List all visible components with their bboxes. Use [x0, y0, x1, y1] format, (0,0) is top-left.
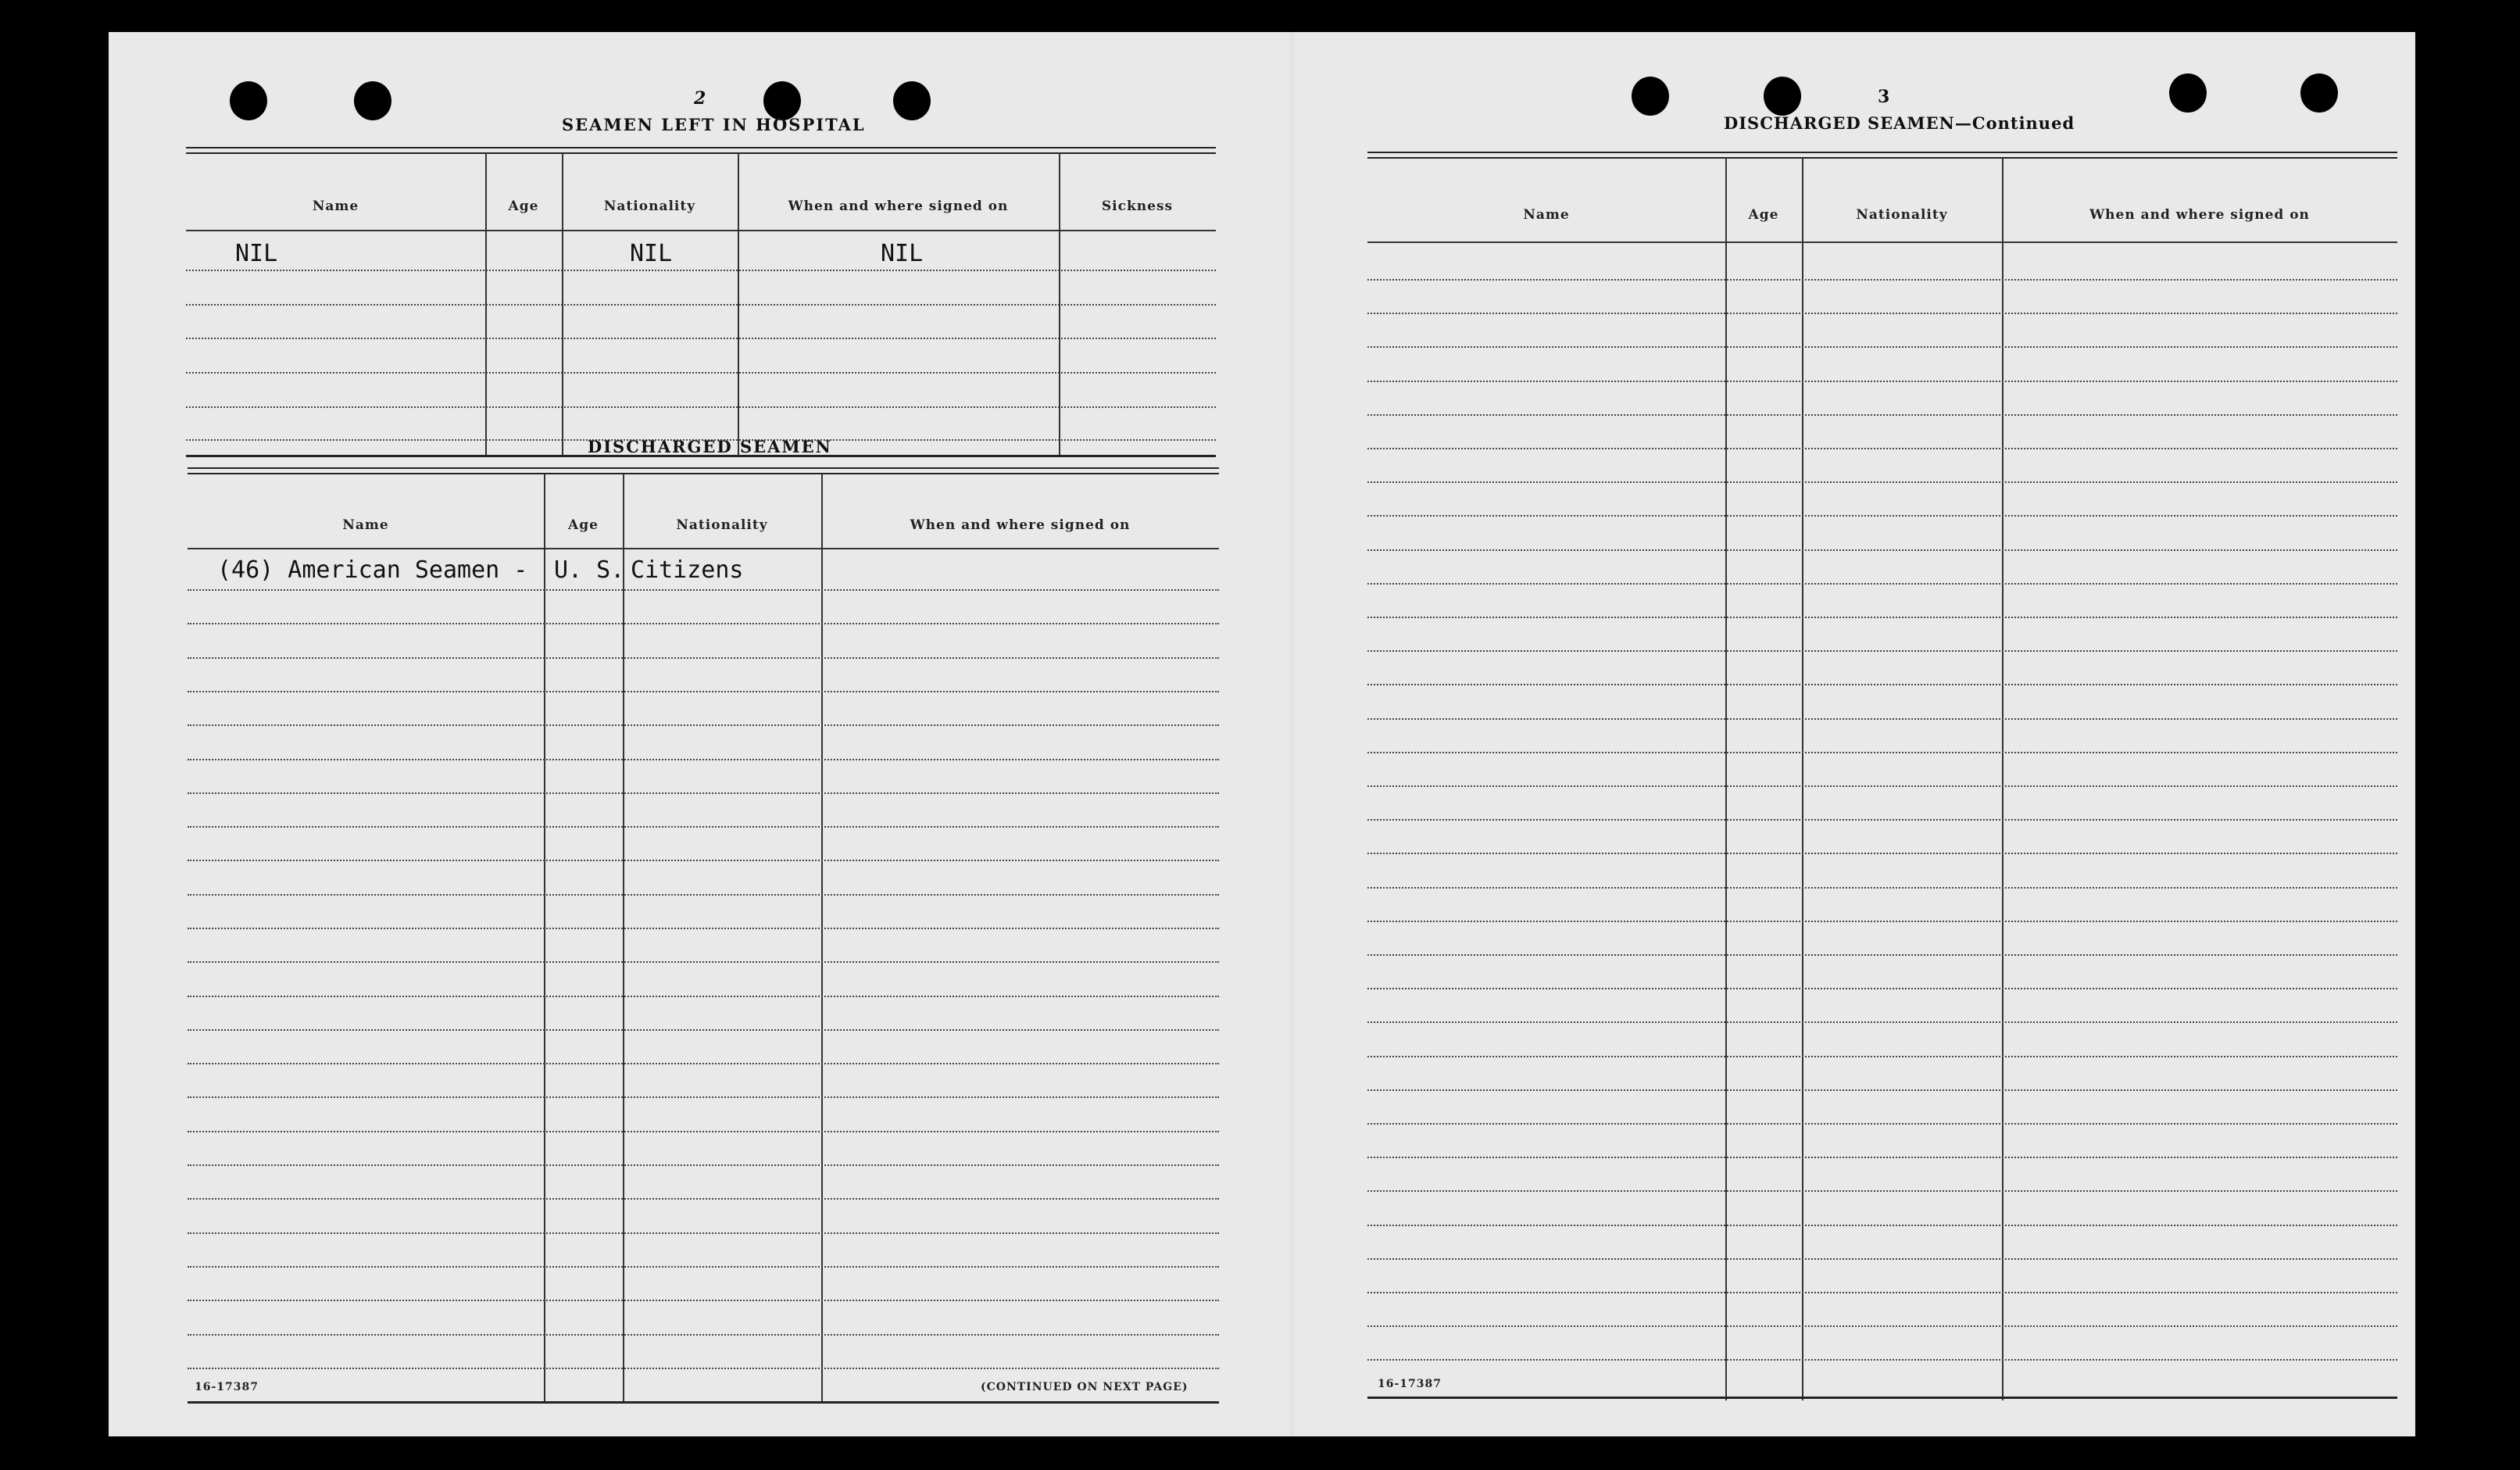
- table-row: [188, 589, 1219, 591]
- table-row: [1367, 346, 2397, 348]
- table-row: [1367, 785, 2397, 787]
- punch-hole: [1764, 77, 1801, 116]
- form-number: 16-17387: [1378, 1378, 1442, 1390]
- table-row: [1367, 313, 2397, 314]
- column-divider: [544, 474, 545, 1404]
- table-row: [1367, 1056, 2397, 1057]
- table-row: [1367, 1089, 2397, 1091]
- column-header-age: Age: [568, 517, 599, 533]
- punch-hole: [354, 81, 391, 120]
- header-rule: [186, 230, 1216, 231]
- punch-hole: [2169, 73, 2207, 113]
- table-row: [188, 792, 1219, 794]
- discharged-age-entry: U. S.: [554, 556, 625, 584]
- table-row: [188, 1266, 1219, 1268]
- table-row: [188, 1198, 1219, 1200]
- punch-hole: [1632, 77, 1669, 116]
- column-divider: [1059, 153, 1060, 457]
- header-rule: [188, 548, 1219, 549]
- page-number: 2: [694, 88, 706, 109]
- table-row: [1367, 1325, 2397, 1327]
- table-row: [188, 1096, 1219, 1098]
- table-row: [1367, 921, 2397, 922]
- table-row: [188, 996, 1219, 997]
- discharged-section-title: DISCHARGED SEAMEN: [588, 437, 832, 456]
- table-row: [188, 1232, 1219, 1234]
- punch-hole: [2300, 73, 2338, 113]
- table-row: [1367, 1021, 2397, 1023]
- table-row: [1367, 481, 2397, 483]
- table-row: [1367, 414, 2397, 416]
- column-header-nationality: Nationality: [603, 199, 696, 214]
- table-row: [188, 961, 1219, 963]
- column-divider: [623, 474, 624, 1404]
- continued-note: (CONTINUED ON NEXT PAGE): [981, 1381, 1189, 1393]
- table-top-rule: [188, 467, 1219, 474]
- table-row: [188, 1164, 1219, 1166]
- table-row: [1367, 583, 2397, 585]
- hospital-nationality-entry: NIL: [630, 240, 673, 267]
- header-rule: [1367, 241, 2397, 243]
- column-header-name: Name: [1523, 207, 1570, 223]
- page-gutter: [1290, 32, 1293, 1436]
- continued-section-title: DISCHARGED SEAMEN—Continued: [1724, 113, 2075, 133]
- table-row: [1367, 549, 2397, 551]
- table-row: [188, 691, 1219, 692]
- table-row: [186, 338, 1216, 339]
- table-row: [186, 304, 1216, 306]
- punch-hole: [893, 81, 931, 120]
- table-row: [1367, 515, 2397, 517]
- table-row: [188, 860, 1219, 861]
- table-row: [1367, 650, 2397, 652]
- column-divider: [738, 153, 739, 457]
- column-header-age: Age: [508, 199, 539, 214]
- table-row: [188, 657, 1219, 659]
- table-row: [188, 1334, 1219, 1336]
- table-row: [1367, 819, 2397, 821]
- table-row: [1367, 1190, 2397, 1192]
- table-row: [1367, 1123, 2397, 1125]
- hospital-table: [186, 147, 1216, 457]
- column-divider: [821, 474, 823, 1404]
- discharged-table: [188, 467, 1219, 1404]
- table-bottom-rule: [1367, 1397, 2397, 1399]
- discharged-nationality-entry: Citizens: [631, 556, 744, 584]
- table-row: [1367, 887, 2397, 889]
- table-row: [1367, 448, 2397, 449]
- table-row: [188, 1300, 1219, 1301]
- table-row: [1367, 1157, 2397, 1158]
- column-header-signed-on: When and where signed on: [910, 517, 1131, 533]
- column-header-sickness: Sickness: [1101, 199, 1174, 214]
- table-row: [1367, 1225, 2397, 1226]
- ledger-sheet: [109, 32, 2415, 1436]
- table-row: [1367, 752, 2397, 753]
- table-row: [1367, 279, 2397, 281]
- table-row: [188, 928, 1219, 929]
- column-header-signed-on: When and where signed on: [2089, 207, 2310, 223]
- table-row: [1367, 617, 2397, 618]
- column-header-nationality: Nationality: [1856, 207, 1948, 223]
- table-row: [188, 1063, 1219, 1064]
- table-row: [1367, 1292, 2397, 1293]
- column-header-name: Name: [342, 517, 389, 533]
- hospital-signed-on-entry: NIL: [881, 240, 924, 267]
- discharged-name-entry: (46) American Seamen -: [217, 556, 528, 584]
- table-row: [188, 894, 1219, 896]
- column-divider: [562, 153, 563, 457]
- table-row: [188, 1368, 1219, 1369]
- column-divider: [485, 153, 487, 457]
- table-bottom-rule: [188, 1401, 1219, 1404]
- table-row: [186, 372, 1216, 374]
- table-row: [186, 270, 1216, 271]
- punch-hole: [230, 81, 267, 120]
- table-row: [1367, 684, 2397, 685]
- discharged-continued-table: [1367, 152, 2397, 1400]
- hospital-section-title: SEAMEN LEFT IN HOSPITAL: [562, 115, 866, 134]
- form-number: 16-17387: [195, 1381, 259, 1393]
- table-row: [1367, 954, 2397, 956]
- table-row: [1367, 988, 2397, 989]
- column-divider: [1725, 158, 1727, 1400]
- table-row: [1367, 1359, 2397, 1361]
- table-row: [188, 1029, 1219, 1031]
- table-row: [1367, 381, 2397, 382]
- table-row: [188, 623, 1219, 624]
- column-divider: [2002, 158, 2003, 1400]
- table-row: [186, 406, 1216, 408]
- table-row: [188, 1131, 1219, 1132]
- table-row: [1367, 1258, 2397, 1260]
- table-row: [1367, 853, 2397, 854]
- column-divider: [1802, 158, 1803, 1400]
- column-header-signed-on: When and where signed on: [788, 199, 1009, 214]
- table-top-rule: [1367, 152, 2397, 159]
- table-top-rule: [186, 147, 1216, 154]
- hospital-name-entry: NIL: [235, 240, 278, 267]
- table-row: [1367, 718, 2397, 720]
- table-row: [188, 724, 1219, 726]
- table-row: [188, 759, 1219, 760]
- page-number: 3: [1878, 87, 1890, 107]
- table-row: [188, 826, 1219, 828]
- column-header-nationality: Nationality: [676, 517, 768, 533]
- column-header-name: Name: [312, 199, 359, 214]
- column-header-age: Age: [1748, 207, 1779, 223]
